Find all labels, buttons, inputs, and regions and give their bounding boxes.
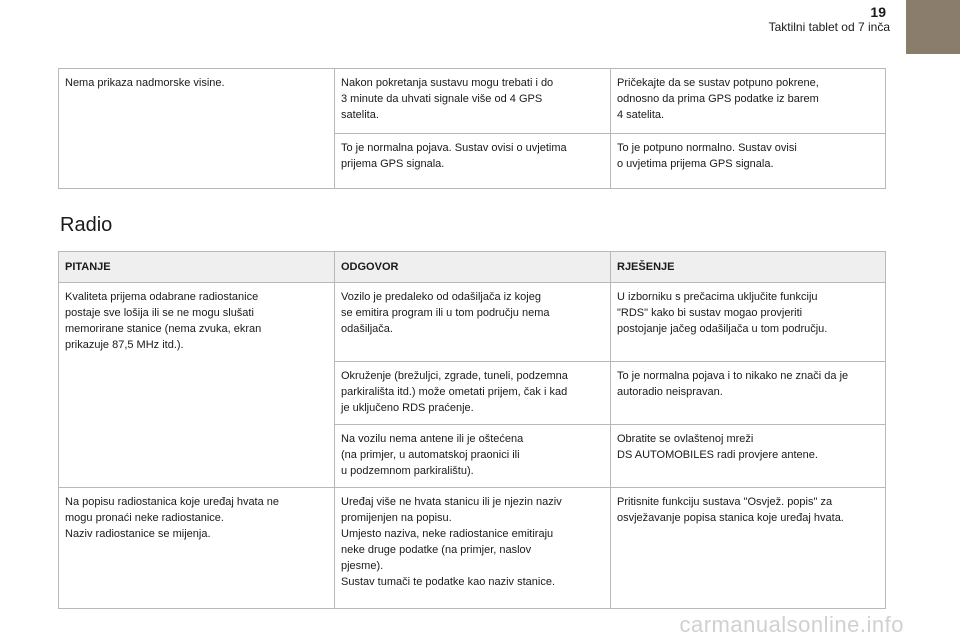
gps-troubleshooting-table [58, 68, 886, 189]
solution-cell: Pritisnite funkciju sustava "Osvjež. popis" za osvježavanje popisa stanica koje uređaj hvata. [611, 488, 886, 609]
answer-cell: Okruženje (brežuljci, zgrade, tuneli, podzemna parkirališta itd.) može ometati prijem, čak i kad je uključeno RDS praćenje. [335, 362, 611, 425]
column-header-answer: ODGOVOR [335, 252, 611, 283]
table-header-row [59, 252, 886, 283]
question-cell: Nema prikaza nadmorske visine. [59, 69, 335, 189]
column-header-solution: RJEŠENJE [611, 252, 886, 283]
answer-cell: Uređaj više ne hvata stanicu ili je njezin naziv promijenjen na popisu. Umjesto naziva, neke radiostanice emitiraju neke druge podatke (na primjer, naslov pjesme). Sustav tumači te podatke kao naziv stanice. [335, 488, 611, 609]
table-row [59, 283, 886, 362]
answer-cell: Na vozilu nema antene ili je oštećena (na primjer, u automatskoj praonici ili u podzemnom parkiralištu). [335, 425, 611, 488]
page-number: 19 [870, 4, 886, 20]
table-row [59, 488, 886, 609]
solution-cell: U izborniku s prečacima uključite funkciju "RDS" kako bi sustav mogao provjeriti postojanje jačeg odašiljača u tom području. [611, 283, 886, 362]
running-head: Taktilni tablet od 7 inča [768, 20, 890, 34]
solution-cell: To je potpuno normalno. Sustav ovisi o uvjetima prijema GPS signala. [611, 134, 886, 189]
solution-cell: Pričekajte da se sustav potpuno pokrene, odnosno da prima GPS podatke iz barem 4 satelita. [611, 69, 886, 134]
answer-cell: Nakon pokretanja sustavu mogu trebati i do 3 minute da uhvati signale više od 4 GPS satelita. [335, 69, 611, 134]
answer-cell: To je normalna pojava. Sustav ovisi o uvjetima prijema GPS signala. [335, 134, 611, 189]
watermark: carmanualsonline.info [679, 612, 904, 637]
radio-troubleshooting-table [58, 251, 886, 609]
question-cell: Kvaliteta prijema odabrane radiostanice postaje sve lošija ili se ne mogu slušati memorirane stanice (nema zvuka, ekran prikazuje 87,5 MHz itd.). [59, 283, 335, 488]
solution-cell: To je normalna pojava i to nikako ne znači da je autoradio neispravan. [611, 362, 886, 425]
question-cell: Na popisu radiostanica koje uređaj hvata ne mogu pronaći neke radiostanice. Naziv radiostanice se mijenja. [59, 488, 335, 609]
page-corner-tab [906, 0, 960, 54]
section-title: Radio [60, 214, 113, 236]
solution-cell: Obratite se ovlaštenoj mreži DS AUTOMOBILES radi provjere antene. [611, 425, 886, 488]
column-header-question: PITANJE [59, 252, 335, 283]
table-row [59, 69, 886, 134]
answer-cell: Vozilo je predaleko od odašiljača iz kojeg se emitira program ili u tom području nema odašiljača. [335, 283, 611, 362]
